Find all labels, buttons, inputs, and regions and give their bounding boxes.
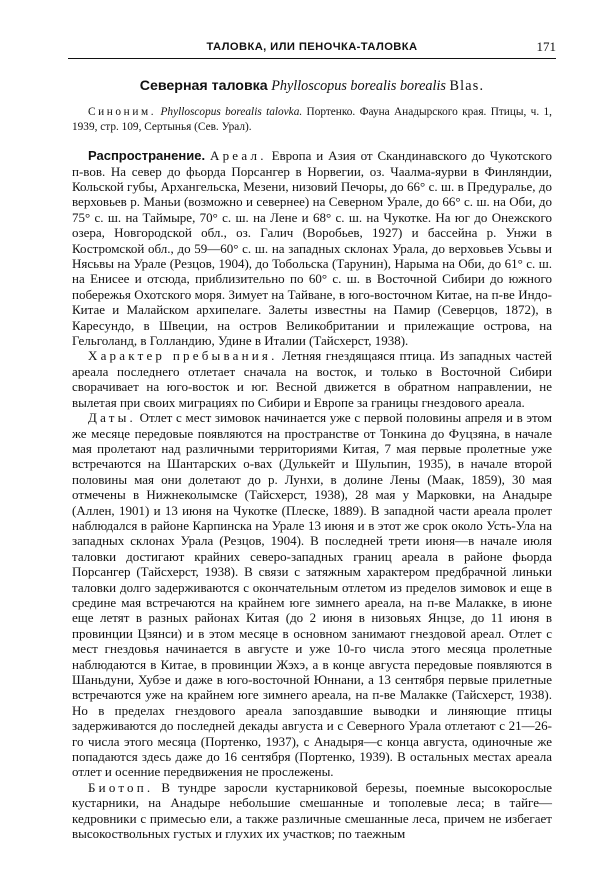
residence-paragraph — [72, 348, 552, 410]
book-page — [72, 38, 556, 842]
page-number: 171 — [536, 39, 556, 54]
synonym-latin: Phylloscopus borealis talovka. — [160, 106, 303, 118]
distribution-paragraph — [72, 148, 552, 348]
synonym-text: Портенко. Фауна Анадырского края. Птицы, ч. 1, 1939, стр. 109, Сертынья (Сев. Урал). — [72, 106, 552, 133]
species-russian-name: Северная таловка — [139, 78, 268, 94]
biotope-subheading: Биотоп. — [88, 779, 154, 795]
dates-text: Отлет с мест зимовок начинается уже с первой половины апреля и в этом же месяце передовые появляются на пространстве от Тонкина до Фуцзяна, в начале мая пролетают над различными территориями Китая, 7 мая первые пролетные уже встречаются на Шантарских о-вах (Дулькейт и Шульпин, 1935), в начале второй половины мая они долетают до р. Лунхи, в долине Лены (Маак, 1859), 30 мая отмечены в Нижнеколымске (Тайсхерст, 1938), 28 мая у Марковки, на Анадыре (Аллен, 1901) и 13 июня на Чукотке (Плеске, 1889). В западной части ареала пролет наблюдался в районе Карпинска на Урале 13 июня и в этот же срок около Усть-Ула на западных склонах Урала (Резцов, 1904). В последней трети июня—в начале июля таловки достигают крайних северо-западных границ ареала в районе фьорда Порсангер (Тайсхерст, 1938). В связи с затяжным характером предбрачной линьки таловки долго задерживаются с окончательным отлетом из пределов зимовок и еще в средине мая встречаются на крайнем юге зимнего ареала, на п-ве Малакке, в июне еще летят в разных районах Китая (до 2 июня в низовьях Янцзе, до 11 июня в провинции Цзянси) и в этом месяце в основном занимают гнездовой ареал. Отлет с мест гнездовья начинается в августе и уже 10-го числа этого месяца пролетные наблюдаются в Китае, в провинции Жэхэ, а в конце августа передовые появляются в Шаньдуни, Хубэе и даже в юго-восточной Юннани, а 13 сентября первые прилетные встречаются уже на крайнем юге зимнего ареала, на п-ве Малакке (Тайсхерст, 1938). Но в пределах гнездового ареала запоздавшие выводки и линяющие птицы задерживаются до последней декады августа и с Северного Урала отлетают с 21—26-го числа этого месяца (Портенко, 1937), с Анадыря—с конца августа, одиночные же попадаются здесь даже до 16 сентября (Портенко, 1939). В остальных местах ареала отлет и осенние передвижения не прослежены. — [72, 410, 552, 780]
running-header — [72, 38, 556, 56]
header-rule — [68, 58, 556, 59]
species-title — [72, 77, 552, 95]
biotope-paragraph — [72, 780, 552, 842]
species-latin-name: Phylloscopus borealis borealis — [271, 78, 446, 94]
residence-text: Летняя гнездящаяся птица. Из западных частей ареала последнего отлетает сначала на восток, и только в Восточной Сибири сворачивает на юго-восток и юг. Весной движется в обратном направлении, не вылетая при своих миграциях по Сибири и Европе за границы гнездового ареала. — [72, 348, 552, 410]
distribution-text: Европа и Азия от Скандинавского до Чукотского п-вов. На север до фьорда Порсангер в Норвегии, оз. Чаалма-яурви в Финляндии, Кольской губы, Архангельска, Мезени, низовий Печоры, до 66° с. ш. в Предуралье, до верховьев р. Маньи (возможно и севернее) на Северном Урале, до 66° с. ш. на Оби, до 75° с. ш. на Таймыре, 70° с. ш. на Лене и 68° с. ш. на Чукотке. На юг до Онежского озера, Новгородской обл., оз. Галич (Воробьев, 1927) и бассейна р. Унжи в Костромской обл., до 59—60° с. ш. на западных склонах Урала, до верховьев Усьвы и Нясьвы на Урале (Резцов, 1904), до Тобольска (Тарунин), Нарыма на Оби, до 61° с. ш. на Енисее и отсюда, приблизительно по 60° с. ш. в Восточной Сибири до южного побережья Охотского моря. Зимует на Тайване, в юго-восточном Китае, на п-ве Индо-Китае и Малайском архипелаге. Залеты известны на Памир (Северцов, 1872), в Каресундо, в Швеции, на остров Великобритании и прилежащие острова, на Гельголанд, в Голландию, Удине в Италии (Тайсхерст, 1938). — [72, 148, 553, 349]
biotope-text: В тундре заросли кустарниковой березы, поемные высокорослые кустарники, на Анадыре небольшие смешанные и тополевые леса; в тайге—кедровники с примесью ели, а также различные смешанные леса, причем не избегает высокоствольных густых и глухих их участков; по таежным — [72, 779, 552, 842]
distribution-subheading: Ареал. — [210, 148, 267, 164]
dates-subheading: Даты. — [88, 410, 136, 426]
running-title: ТАЛОВКА, ИЛИ ПЕНОЧКА-ТАЛОВКА — [206, 41, 418, 53]
dates-paragraph — [72, 410, 552, 780]
species-author: Blas. — [449, 78, 485, 94]
residence-subheading: Характер пребывания. — [88, 348, 278, 364]
synonym-block — [72, 105, 552, 134]
distribution-heading: Распространение. — [88, 148, 206, 164]
synonym-label: Синоним. — [88, 106, 157, 118]
